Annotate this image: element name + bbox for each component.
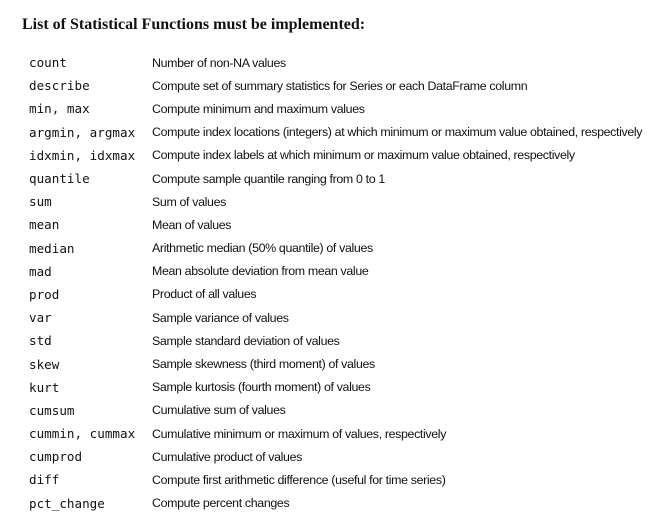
function-description: Sample kurtosis (fourth moment) of values [152,380,371,395]
function-description: Sample standard deviation of values [152,333,340,348]
function-description: Compute first arithmetic difference (useful for time series) [152,472,446,487]
function-name: min, max [29,101,90,117]
function-description: Product of all values [152,287,257,302]
function-description: Compute index locations (integers) at which minimum or maximum value obtained, respectively [152,125,643,140]
table-row [29,167,659,190]
function-description: Cumulative sum of values [152,403,286,418]
function-description: Mean of values [152,217,232,232]
functions-table [29,51,659,515]
function-name: kurt [29,379,60,395]
function-description: Compute set of summary statistics for Series or each DataFrame column [152,78,528,93]
function-description: Compute percent changes [152,496,290,511]
function-description: Cumulative minimum or maximum of values, respectively [152,426,447,441]
table-row [29,144,659,167]
table-row [29,121,659,144]
function-description: Compute minimum and maximum values [152,101,365,116]
function-name: var [29,310,52,326]
function-name: idxmin, idxmax [29,147,136,163]
table-row [29,306,659,329]
table-row [29,190,659,213]
table-row [29,237,659,260]
function-description: Mean absolute deviation from mean value [152,264,369,279]
function-description: Sample skewness (third moment) of values [152,357,375,372]
function-name: argmin, argmax [29,124,136,140]
function-name: count [29,55,67,71]
function-name: mean [29,217,60,233]
page-title: List of Statistical Functions must be implemented: [22,16,366,33]
function-name: prod [29,286,60,302]
table-row [29,399,659,422]
table-row [29,468,659,491]
function-description: Sum of values [152,194,226,209]
function-name: median [29,240,75,256]
table-row [29,260,659,283]
table-row [29,492,659,515]
function-name: describe [29,78,90,94]
function-description: Cumulative product of values [152,449,302,464]
table-row [29,213,659,236]
table-row [29,51,659,74]
function-description: Sample variance of values [152,310,289,325]
table-row [29,422,659,445]
function-name: cummin, cummax [29,426,136,442]
function-name: sum [29,194,52,210]
table-row [29,329,659,352]
function-name: diff [29,472,60,488]
table-row [29,376,659,399]
function-name: cumsum [29,402,75,418]
function-description: Number of non-NA values [152,55,286,70]
table-row [29,352,659,375]
function-name: skew [29,356,60,372]
table-row [29,283,659,306]
function-name: cumprod [29,449,83,465]
function-description: Compute index labels at which minimum or maximum value obtained, respectively [152,148,575,163]
function-name: pct_change [29,495,105,511]
table-row [29,445,659,468]
table-row [29,74,659,97]
function-name: mad [29,263,52,279]
function-description: Arithmetic median (50% quantile) of values [152,241,373,256]
function-name: std [29,333,52,349]
table-row [29,97,659,120]
function-name: quantile [29,171,90,187]
function-description: Compute sample quantile ranging from 0 to 1 [152,171,385,186]
